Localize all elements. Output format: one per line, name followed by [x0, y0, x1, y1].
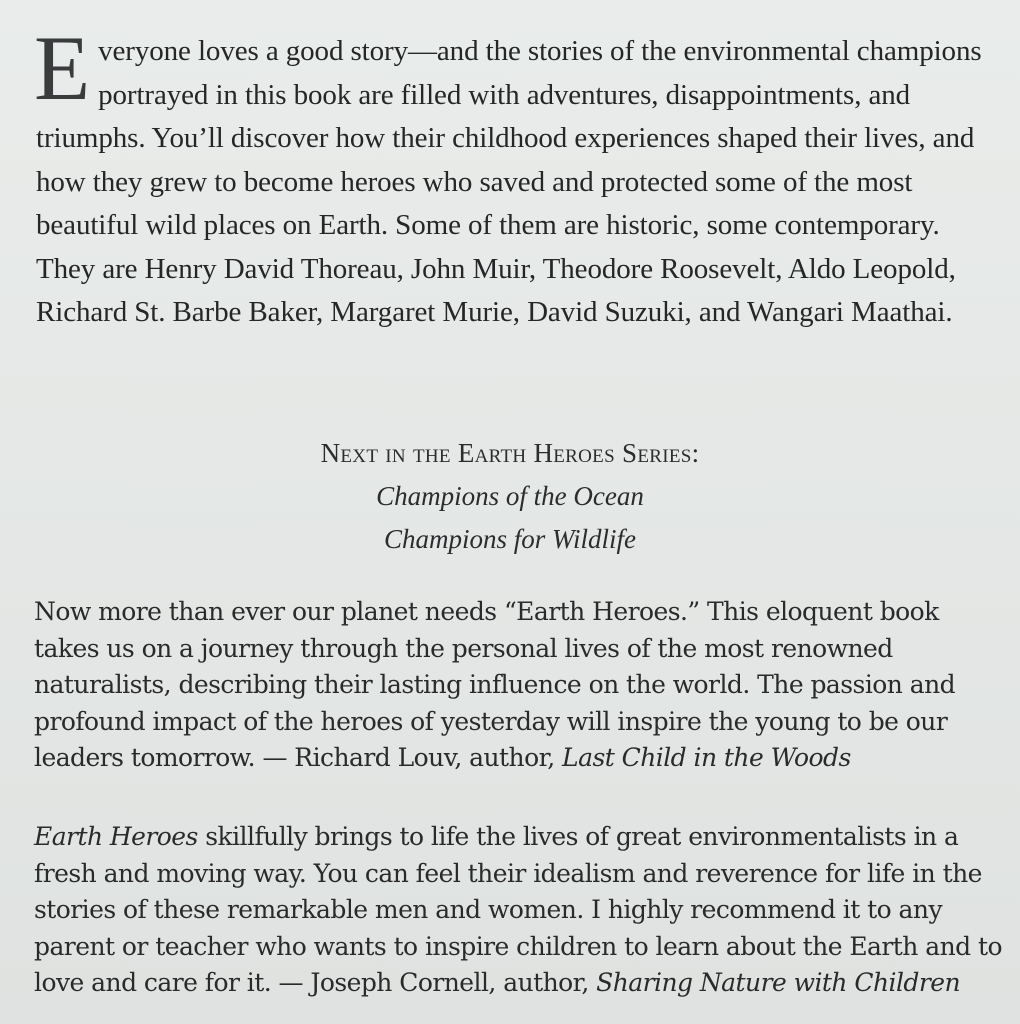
endorsement-cornell	[34, 819, 1004, 1002]
quote-lead-title: Earth Heroes	[34, 822, 198, 851]
intro-text: veryone loves a good story—and the stories of the environmental champions portrayed in this book are filled with adventures, disappointments, and triumphs. You’ll discover how their childhood experiences shaped their lives, and how they grew to become heroes who saved and protected some of the most beautiful wild places on Earth. Some of them are historic, some contemporary. They are Henry David Thoreau, John Muir, Theodore Roosevelt, Aldo Leopold, Richard St. Barbe Baker, Margaret Murie, David Suzuki, and Wangari Maathai.	[36, 35, 982, 328]
series-heading: Next in the Earth Heroes Series:	[320, 438, 700, 468]
quote-book-title: Last Child in the Woods	[562, 743, 851, 772]
endorsement-louv	[34, 594, 1004, 777]
series-title-wildlife: Champions for Wildlife	[383, 524, 637, 554]
quote-book-title: Sharing Nature with Children	[596, 968, 961, 997]
drop-cap: E	[34, 17, 91, 119]
intro-paragraph	[34, 17, 1000, 335]
series-list	[0, 432, 1020, 561]
series-title-ocean: Champions of the Ocean	[376, 481, 644, 511]
quote-text: Now more than ever our planet needs “Earth Heroes.” This eloquent book takes us on a journey through the personal lives of the most renowned naturalists, describing their lasting influence on the world. The passion and profound impact of the heroes of yesterday will inspire the young to be our leaders tomorrow. — Richard Louv, author,	[34, 597, 956, 772]
quote-text: skillfully brings to life the lives of great environmentalists in a fresh and moving way. You can feel their idealism and reverence for life in the stories of these remarkable men and women. I highly recommend it to any parent or teacher who wants to inspire children to learn about the Earth and to love and care for it. — Joseph Cornell, author,	[34, 822, 1003, 997]
